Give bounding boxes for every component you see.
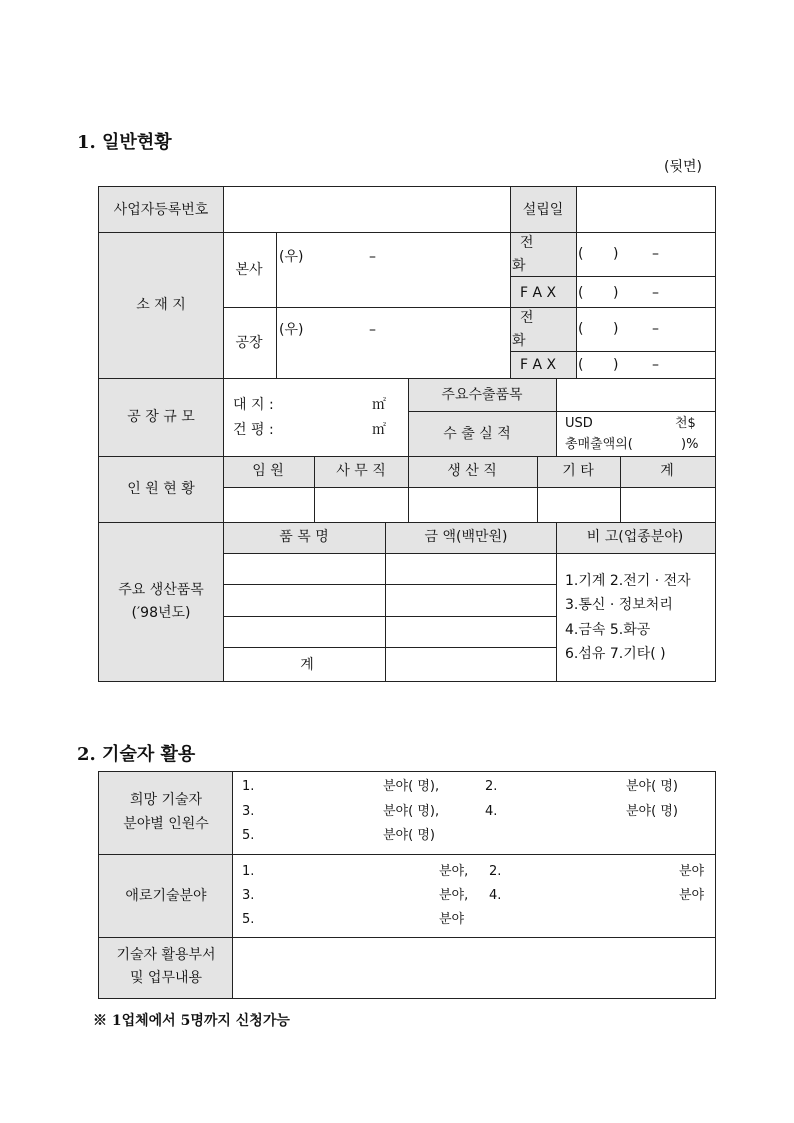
bottleneck-field-2: 분야 — [679, 864, 705, 879]
product-col-remarks: 비 고(업종분야) — [586, 529, 684, 545]
dept-label-1: 기술자 활용부서 — [116, 947, 216, 963]
desired-num-1: 1. — [242, 779, 255, 794]
category-line-1: 1.기계 2.전기 · 전자 — [565, 573, 691, 589]
desired-num-4: 4. — [485, 804, 498, 819]
category-line-4: 6.섬유 7.기타( ) — [565, 646, 666, 662]
hq-fax-paren-open: ( — [578, 285, 584, 301]
building-unit: ㎡ — [372, 422, 386, 438]
hq-phone-paren-open: ( — [578, 246, 584, 262]
factory-phone-label-1: 전 — [520, 310, 534, 326]
application-note: ※ 1업체에서 5명까지 신청가능 — [93, 1013, 290, 1029]
staff-col-executive: 임 원 — [252, 463, 284, 479]
section2-title: 2. 기술자 활용 — [77, 744, 196, 765]
desired-label-2: 분야별 인원수 — [123, 816, 209, 832]
dept-label-2: 및 업무내용 — [129, 970, 203, 986]
desired-num-3: 3. — [242, 804, 255, 819]
category-line-2: 3.통신 · 정보처리 — [565, 597, 673, 613]
export-result-label: 수 출 실 적 — [443, 426, 511, 442]
staff-col-total: 계 — [660, 463, 674, 479]
location-label: 소 재 지 — [136, 297, 186, 313]
products-label-1: 주요 생산품목 — [118, 582, 204, 598]
hq-phone-label-2: 화 — [512, 258, 526, 274]
bottleneck-label: 애로기술분야 — [125, 888, 207, 904]
bottleneck-field-3: 분야, — [439, 888, 469, 903]
land-label: 대 지 : — [233, 397, 274, 413]
hq-fax-paren-close: ) — [613, 285, 619, 301]
desired-field-1: 분야( 명), — [383, 779, 440, 794]
factory-postal-dash: – — [369, 322, 376, 338]
main-export-label: 주요수출품목 — [441, 387, 523, 403]
bottleneck-field-4: 분야 — [679, 888, 705, 903]
category-line-3: 4.금속 5.화공 — [565, 622, 651, 638]
factory-fax-dash: – — [652, 357, 659, 373]
sales-ratio-label: 총매출액의( — [565, 437, 633, 452]
factory-phone-dash: – — [652, 321, 659, 337]
founded-label: 설립일 — [522, 202, 564, 218]
desired-field-2: 분야( 명) — [626, 779, 678, 794]
factory-phone-paren-close: ) — [613, 321, 619, 337]
reg-no-label: 사업자등록번호 — [113, 202, 209, 218]
factory-fax-paren-open: ( — [578, 357, 584, 373]
factory-label: 공장 — [235, 335, 263, 351]
desired-field-5: 분야( 명) — [383, 828, 435, 843]
desired-num-2: 2. — [485, 779, 498, 794]
hq-postal: (우) — [279, 249, 304, 265]
bottleneck-field-1: 분야, — [439, 864, 469, 879]
hq-phone-paren-close: ) — [613, 246, 619, 262]
hq-fax-label: F A X — [520, 285, 557, 301]
staff-col-office: 사 무 직 — [336, 463, 386, 479]
hq-phone-dash: – — [652, 246, 659, 262]
back-side-label: (뒷면) — [664, 159, 702, 175]
hq-label: 본사 — [235, 262, 263, 278]
desired-num-5: 5. — [242, 828, 255, 843]
bottleneck-num-5: 5. — [242, 912, 255, 927]
bottleneck-field-5: 분야 — [439, 912, 465, 927]
product-col-amount: 금 액(백만원) — [424, 529, 508, 545]
hq-phone-label-1: 전 — [520, 235, 534, 251]
product-total-label: 계 — [300, 657, 314, 673]
usd-label: USD — [565, 416, 593, 431]
staff-col-production: 생 산 직 — [447, 463, 497, 479]
factory-phone-label-2: 화 — [512, 333, 526, 349]
hq-fax-dash: – — [652, 285, 659, 301]
factory-fax-label: F A X — [520, 357, 557, 373]
building-label: 건 평 : — [233, 422, 274, 438]
staff-label: 인 원 현 황 — [127, 481, 195, 497]
bottleneck-num-3: 3. — [242, 888, 255, 903]
staff-col-other: 기 타 — [562, 463, 594, 479]
bottleneck-num-2: 2. — [489, 864, 502, 879]
product-col-name: 품 목 명 — [279, 529, 329, 545]
factory-scale-label: 공 장 규 모 — [127, 409, 195, 425]
thousand-usd-label: 천$ — [675, 416, 696, 431]
desired-label-1: 희망 기술자 — [129, 792, 203, 808]
desired-field-4: 분야( 명) — [626, 804, 678, 819]
bottleneck-num-4: 4. — [489, 888, 502, 903]
factory-fax-paren-close: ) — [613, 357, 619, 373]
factory-phone-paren-open: ( — [578, 321, 584, 337]
land-unit: ㎡ — [372, 397, 386, 413]
factory-postal: (우) — [279, 322, 304, 338]
percent-label: )% — [681, 437, 699, 452]
desired-field-3: 분야( 명), — [383, 804, 440, 819]
bottleneck-num-1: 1. — [242, 864, 255, 879]
section1-title: 1. 일반현황 — [77, 132, 172, 153]
products-label-2: (′98년도) — [131, 605, 191, 621]
hq-postal-dash: – — [369, 249, 376, 265]
